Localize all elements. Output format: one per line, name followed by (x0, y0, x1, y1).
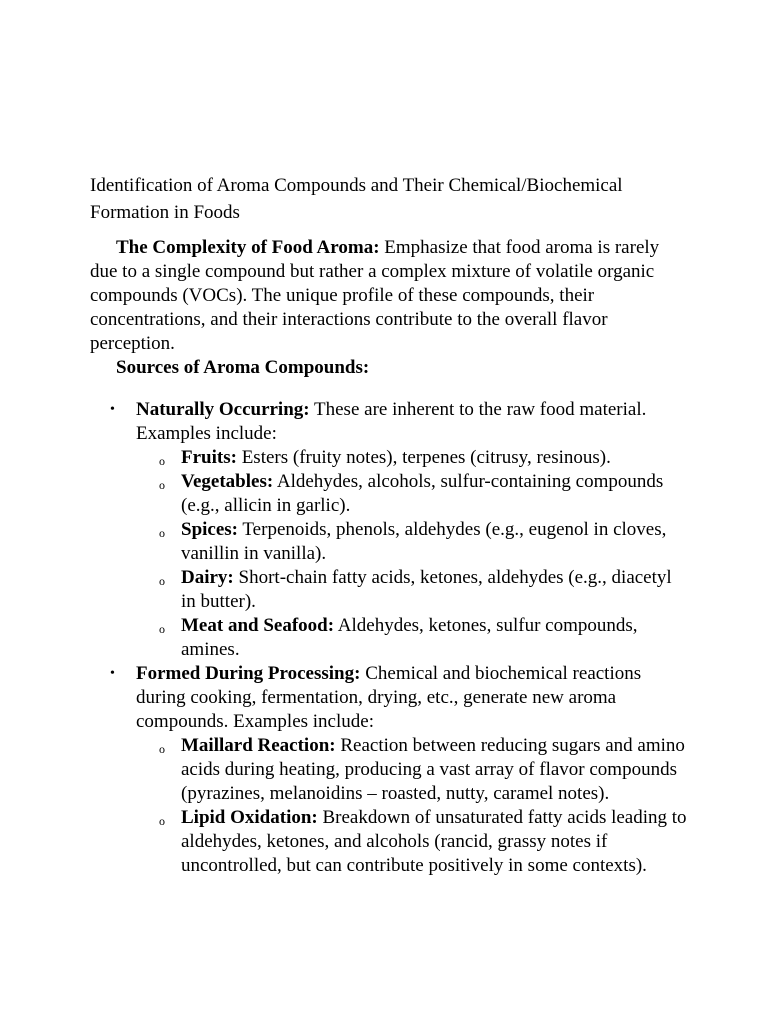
sub-list-item-meat-seafood (136, 614, 690, 662)
item-label: Vegetables: (181, 471, 274, 492)
sources-heading (90, 356, 690, 380)
sub-bullet-icon: o (159, 478, 165, 492)
intro-text: Emphasize that food aroma is rarely due to a single compound but rather a complex mixture of volatile organic compounds (VOCs). The unique profile of these compounds, their concentrations, and their interactions contribute to the overall flavor perception. (90, 237, 660, 354)
sources-list (90, 398, 690, 878)
sub-bullet-icon: o (159, 454, 165, 468)
item-label: Lipid Oxidation: (181, 807, 318, 828)
list-item-formed-during-processing (90, 662, 690, 878)
item-text: Esters (fruity notes), terpenes (citrusy, resinous). (236, 447, 611, 468)
item-text: Breakdown of unsaturated fatty acids leading to aldehydes, ketones, and alcohols (rancid, grassy notes if uncontrolled, but can contribute positively in some contexts). (181, 807, 687, 876)
section-text: These are inherent to the raw food material. Examples include: (136, 399, 647, 444)
sub-bullet-icon: o (159, 814, 165, 828)
sub-list (136, 734, 690, 878)
sub-list-item-lipid-oxidation (136, 806, 690, 878)
item-label: Maillard Reaction: (181, 735, 336, 756)
item-text: Terpenoids, phenols, aldehydes (e.g., eugenol in cloves, vanillin in vanilla). (181, 519, 667, 564)
intro-label: The Complexity of Food Aroma: (116, 237, 380, 258)
sub-list-item-vegetables (136, 470, 690, 518)
sources-heading-label: Sources of Aroma Compounds: (116, 357, 370, 378)
item-label: Dairy: (181, 567, 234, 588)
sub-list-item-fruits (136, 446, 690, 470)
item-label: Fruits: (181, 447, 237, 468)
section-text: Chemical and biochemical reactions during cooking, fermentation, drying, etc., generate new aroma compounds. Examples include: (136, 663, 642, 732)
intro-paragraph (90, 236, 690, 356)
sub-bullet-icon: o (159, 742, 165, 756)
sub-list-item-spices (136, 518, 690, 566)
item-label: Spices: (181, 519, 238, 540)
sub-bullet-icon: o (159, 526, 165, 540)
sub-list (136, 446, 690, 662)
document-page (90, 172, 690, 878)
sub-bullet-icon: o (159, 574, 165, 588)
item-text: Short-chain fatty acids, ketones, aldehydes (e.g., diacetyl in butter). (181, 567, 672, 612)
bullet-icon: • (110, 402, 115, 417)
item-text: Aldehydes, alcohols, sulfur-containing compounds (e.g., allicin in garlic). (181, 471, 664, 516)
item-label: Meat and Seafood: (181, 615, 335, 636)
document-title: Identification of Aroma Compounds and Their Chemical/Biochemical Formation in Foods (90, 175, 623, 223)
item-text: Reaction between reducing sugars and amino acids during heating, producing a vast array of flavor compounds (pyrazines, melanoidins – roasted, nutty, caramel notes). (181, 735, 685, 804)
sub-bullet-icon: o (159, 622, 165, 636)
bullet-icon: • (110, 666, 115, 681)
sub-list-item-dairy (136, 566, 690, 614)
item-text: Aldehydes, ketones, sulfur compounds, amines. (181, 615, 638, 660)
section-label: Formed During Processing: (136, 663, 361, 684)
section-label: Naturally Occurring: (136, 399, 310, 420)
sub-list-item-maillard-reaction (136, 734, 690, 806)
list-item-naturally-occurring (90, 398, 690, 662)
